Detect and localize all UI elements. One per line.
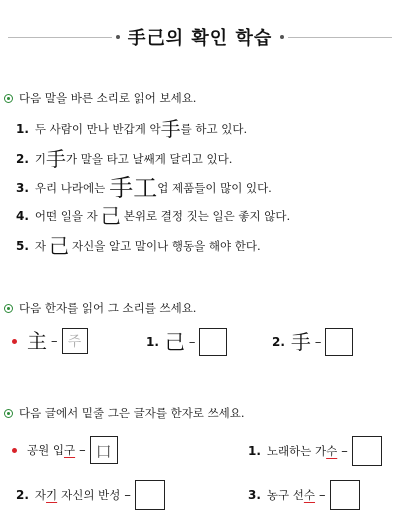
answer-box[interactable] — [199, 328, 227, 356]
answer-box[interactable] — [325, 328, 353, 356]
example-answer-box: 口 — [90, 436, 118, 464]
item-text-after: 가 말을 타고 날쌔게 달리고 있다. — [66, 152, 233, 166]
bullet-circle-icon — [4, 409, 13, 418]
item-number: 1. — [16, 122, 29, 136]
page-title: 手己의 확인 학습 — [127, 28, 273, 49]
item-text-before: 자 — [34, 239, 47, 253]
item-underlined: 기 — [46, 488, 58, 502]
section3-heading — [4, 405, 245, 421]
item-hanja: 手 — [290, 330, 311, 354]
title-dot-right — [280, 35, 284, 39]
item-hanja: 手 — [46, 147, 67, 171]
bullet-circle-icon — [4, 94, 13, 103]
dash: – — [188, 334, 196, 350]
example-text-before: 공원 입 — [27, 443, 64, 457]
section2-example — [12, 328, 88, 354]
dash: – — [51, 333, 58, 349]
item-number: 1. — [248, 444, 261, 458]
item-hanja: 手工 — [109, 174, 158, 202]
section1-item-3 — [16, 176, 272, 200]
title-rule-left — [8, 37, 112, 38]
section3-item-1 — [248, 436, 382, 466]
item-text-after: 자신의 반성 — [61, 488, 121, 502]
dash: – — [79, 442, 86, 458]
item-hanja: 己 — [100, 204, 121, 228]
example-underlined: 구 — [63, 443, 76, 457]
item-text-before: 기 — [34, 152, 47, 166]
dash: – — [341, 443, 348, 459]
section2-item-2 — [272, 328, 353, 356]
section3-item-2 — [16, 480, 165, 510]
item-text-before: 노래하는 가 — [266, 444, 327, 458]
section1-item-4 — [16, 206, 290, 226]
item-text-after: 를 하고 있다. — [180, 122, 248, 136]
section3-item-3 — [248, 480, 360, 510]
example-answer-box: 주 — [62, 328, 88, 354]
item-hanja: 己 — [49, 234, 70, 258]
item-text-before: 어떤 일을 자 — [34, 209, 98, 223]
title-rule-right — [288, 37, 392, 38]
item-number: 3. — [16, 181, 29, 195]
answer-box[interactable] — [352, 436, 382, 466]
title-dot-left — [116, 35, 120, 39]
section1-item-2 — [16, 149, 232, 169]
example-bullet-icon — [12, 448, 17, 453]
item-underlined: 수 — [303, 488, 316, 502]
item-text-before: 농구 선 — [266, 488, 304, 502]
item-number: 2. — [272, 335, 285, 349]
item-hanja: 己 — [164, 330, 185, 354]
section3-heading-text: 다음 글에서 밑줄 그은 글자를 한자로 쓰세요. — [19, 406, 245, 420]
bullet-circle-icon — [4, 304, 13, 313]
item-number: 4. — [16, 209, 29, 223]
item-text-after: 본위로 결정 짓는 일은 좋지 않다. — [123, 209, 291, 223]
item-number: 1. — [146, 335, 159, 349]
item-text-before: 두 사람이 만나 반갑게 악 — [34, 122, 161, 136]
answer-box[interactable] — [330, 480, 360, 510]
title-row — [8, 22, 392, 52]
section1-item-5 — [16, 236, 261, 256]
section1-item-1 — [16, 119, 247, 139]
answer-box[interactable] — [135, 480, 165, 510]
item-number: 3. — [248, 488, 261, 502]
section3-example — [12, 436, 118, 464]
item-text-before: 자 — [34, 488, 47, 502]
example-bullet-icon — [12, 339, 17, 344]
item-text-after: 자신을 알고 말이나 행동을 해야 한다. — [72, 239, 261, 253]
dash: – — [319, 487, 326, 503]
section2-heading — [4, 300, 196, 316]
section2-item-1 — [146, 328, 227, 356]
item-text-after: 업 제품들이 많이 있다. — [157, 181, 272, 195]
item-hanja: 手 — [160, 117, 181, 141]
item-underlined: 수 — [326, 444, 338, 458]
example-hanja: 主 — [27, 329, 47, 353]
item-text-before: 우리 나라에는 — [34, 181, 106, 195]
item-number: 5. — [16, 239, 29, 253]
section2-heading-text: 다음 한자를 읽어 그 소리를 쓰세요. — [19, 301, 197, 315]
item-number: 2. — [16, 152, 29, 166]
section1-heading-text: 다음 말을 바른 소리로 읽어 보세요. — [19, 91, 197, 105]
dash: – — [124, 487, 131, 503]
section1-heading — [4, 90, 196, 106]
item-number: 2. — [16, 488, 29, 502]
dash: – — [314, 334, 322, 350]
